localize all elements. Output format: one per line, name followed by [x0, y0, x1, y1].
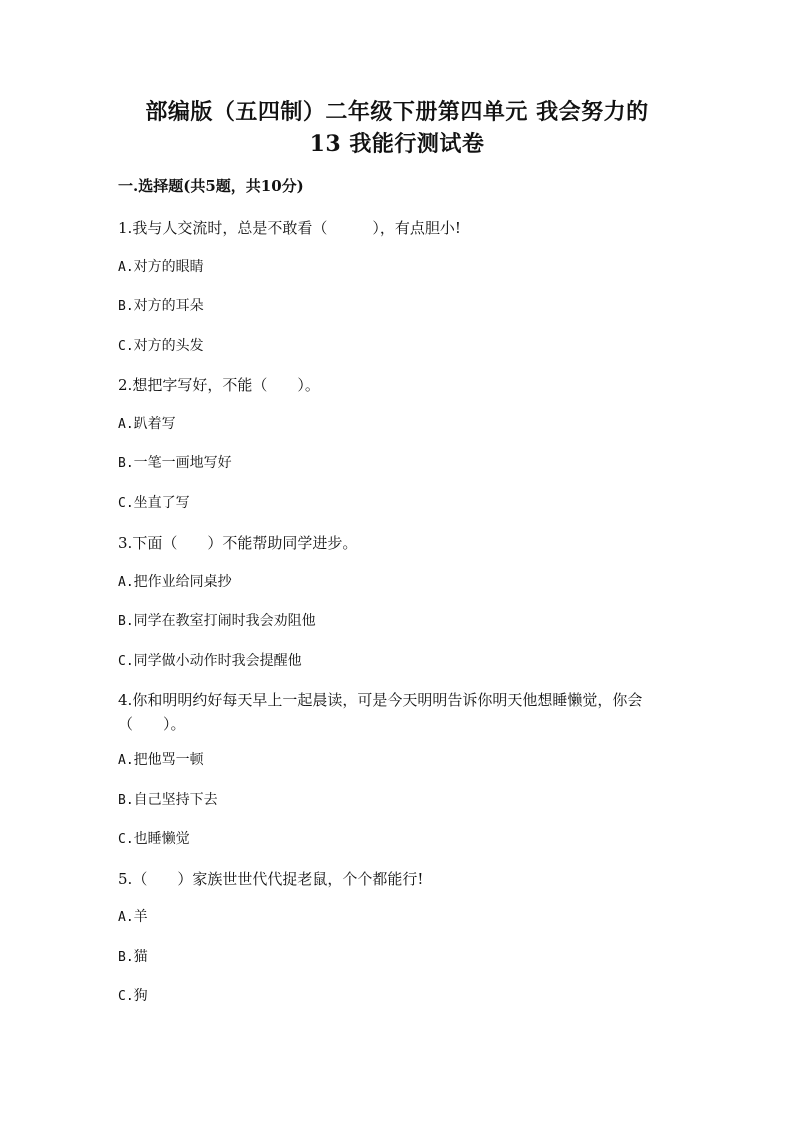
option-text: 羊 — [133, 909, 148, 925]
question-5-option-a[interactable] — [118, 907, 148, 928]
question-3-option-a[interactable] — [118, 572, 232, 593]
question-3-option-b[interactable] — [118, 611, 316, 632]
option-letter: A. — [118, 753, 134, 768]
question-5-option-b[interactable] — [118, 947, 148, 968]
question-number: 5. — [118, 870, 133, 888]
question-3-option-c[interactable] — [118, 651, 302, 672]
question-4-option-b[interactable] — [118, 790, 218, 811]
option-letter: B. — [118, 614, 134, 629]
question-4-option-c[interactable] — [118, 829, 190, 850]
question-number: 4. — [118, 691, 133, 709]
option-text: 对方的耳朵 — [133, 298, 204, 314]
option-text: 把他骂一顿 — [133, 752, 204, 768]
option-letter: A. — [118, 260, 134, 275]
option-letter: A. — [118, 910, 134, 925]
question-text: 你和明明约好每天早上一起晨读，可是今天明明告诉你明天他想睡懒觉，你会（ ）。 — [118, 691, 643, 733]
option-letter: C. — [118, 339, 134, 354]
question-4-stem — [118, 688, 678, 736]
question-1-option-c[interactable] — [118, 336, 204, 357]
option-text: 猫 — [133, 949, 148, 965]
option-text: 同学在教室打闹时我会劝阻他 — [133, 613, 316, 629]
question-2-stem — [118, 374, 320, 396]
option-text: 坐直了写 — [133, 495, 190, 511]
option-text: 一笔一画地写好 — [133, 455, 232, 471]
option-text: 同学做小动作时我会提醒他 — [133, 653, 302, 669]
question-3-stem — [118, 532, 357, 554]
question-number: 3. — [118, 534, 133, 552]
title-line-1: 部编版（五四制）二年级下册第四单元 我会努力的 — [145, 99, 649, 125]
question-2-option-a[interactable] — [118, 414, 176, 435]
question-1-option-b[interactable] — [118, 296, 204, 317]
option-text: 自己坚持下去 — [133, 792, 218, 808]
option-letter: A. — [118, 575, 134, 590]
question-2-option-b[interactable] — [118, 453, 232, 474]
question-5-option-c[interactable] — [118, 986, 148, 1007]
option-letter: B. — [118, 299, 134, 314]
question-1-option-a[interactable] — [118, 257, 204, 278]
question-text: 想把字写好，不能（ ）。 — [132, 376, 320, 394]
page-title — [0, 96, 794, 160]
section-heading: 一.选择题(共5题，共10分) — [118, 177, 304, 195]
option-text: 狗 — [133, 988, 148, 1004]
option-letter: B. — [118, 950, 134, 965]
option-text: 把作业给同桌抄 — [133, 574, 232, 590]
option-text: 对方的头发 — [133, 338, 204, 354]
option-letter: C. — [118, 832, 134, 847]
question-number: 1. — [118, 219, 133, 237]
question-number: 2. — [118, 376, 133, 394]
question-4-option-a[interactable] — [118, 750, 204, 771]
question-text: 下面（ ）不能帮助同学进步。 — [132, 534, 358, 552]
option-letter: C. — [118, 989, 134, 1004]
option-letter: B. — [118, 456, 134, 471]
option-letter: C. — [118, 496, 134, 511]
question-2-option-c[interactable] — [118, 493, 190, 514]
title-line-2: 13 我能行测试卷 — [309, 131, 485, 157]
question-text: （ ）家族世世代代捉老鼠，个个都能行! — [132, 870, 424, 888]
option-letter: A. — [118, 417, 134, 432]
option-letter: B. — [118, 793, 134, 808]
option-text: 趴着写 — [133, 416, 176, 432]
question-text: 我与人交流时，总是不敢看（ ），有点胆小! — [132, 219, 461, 237]
option-text: 也睡懒觉 — [133, 831, 190, 847]
question-5-stem — [118, 868, 423, 890]
option-letter: C. — [118, 654, 134, 669]
option-text: 对方的眼睛 — [133, 259, 204, 275]
question-1-stem — [118, 217, 461, 239]
